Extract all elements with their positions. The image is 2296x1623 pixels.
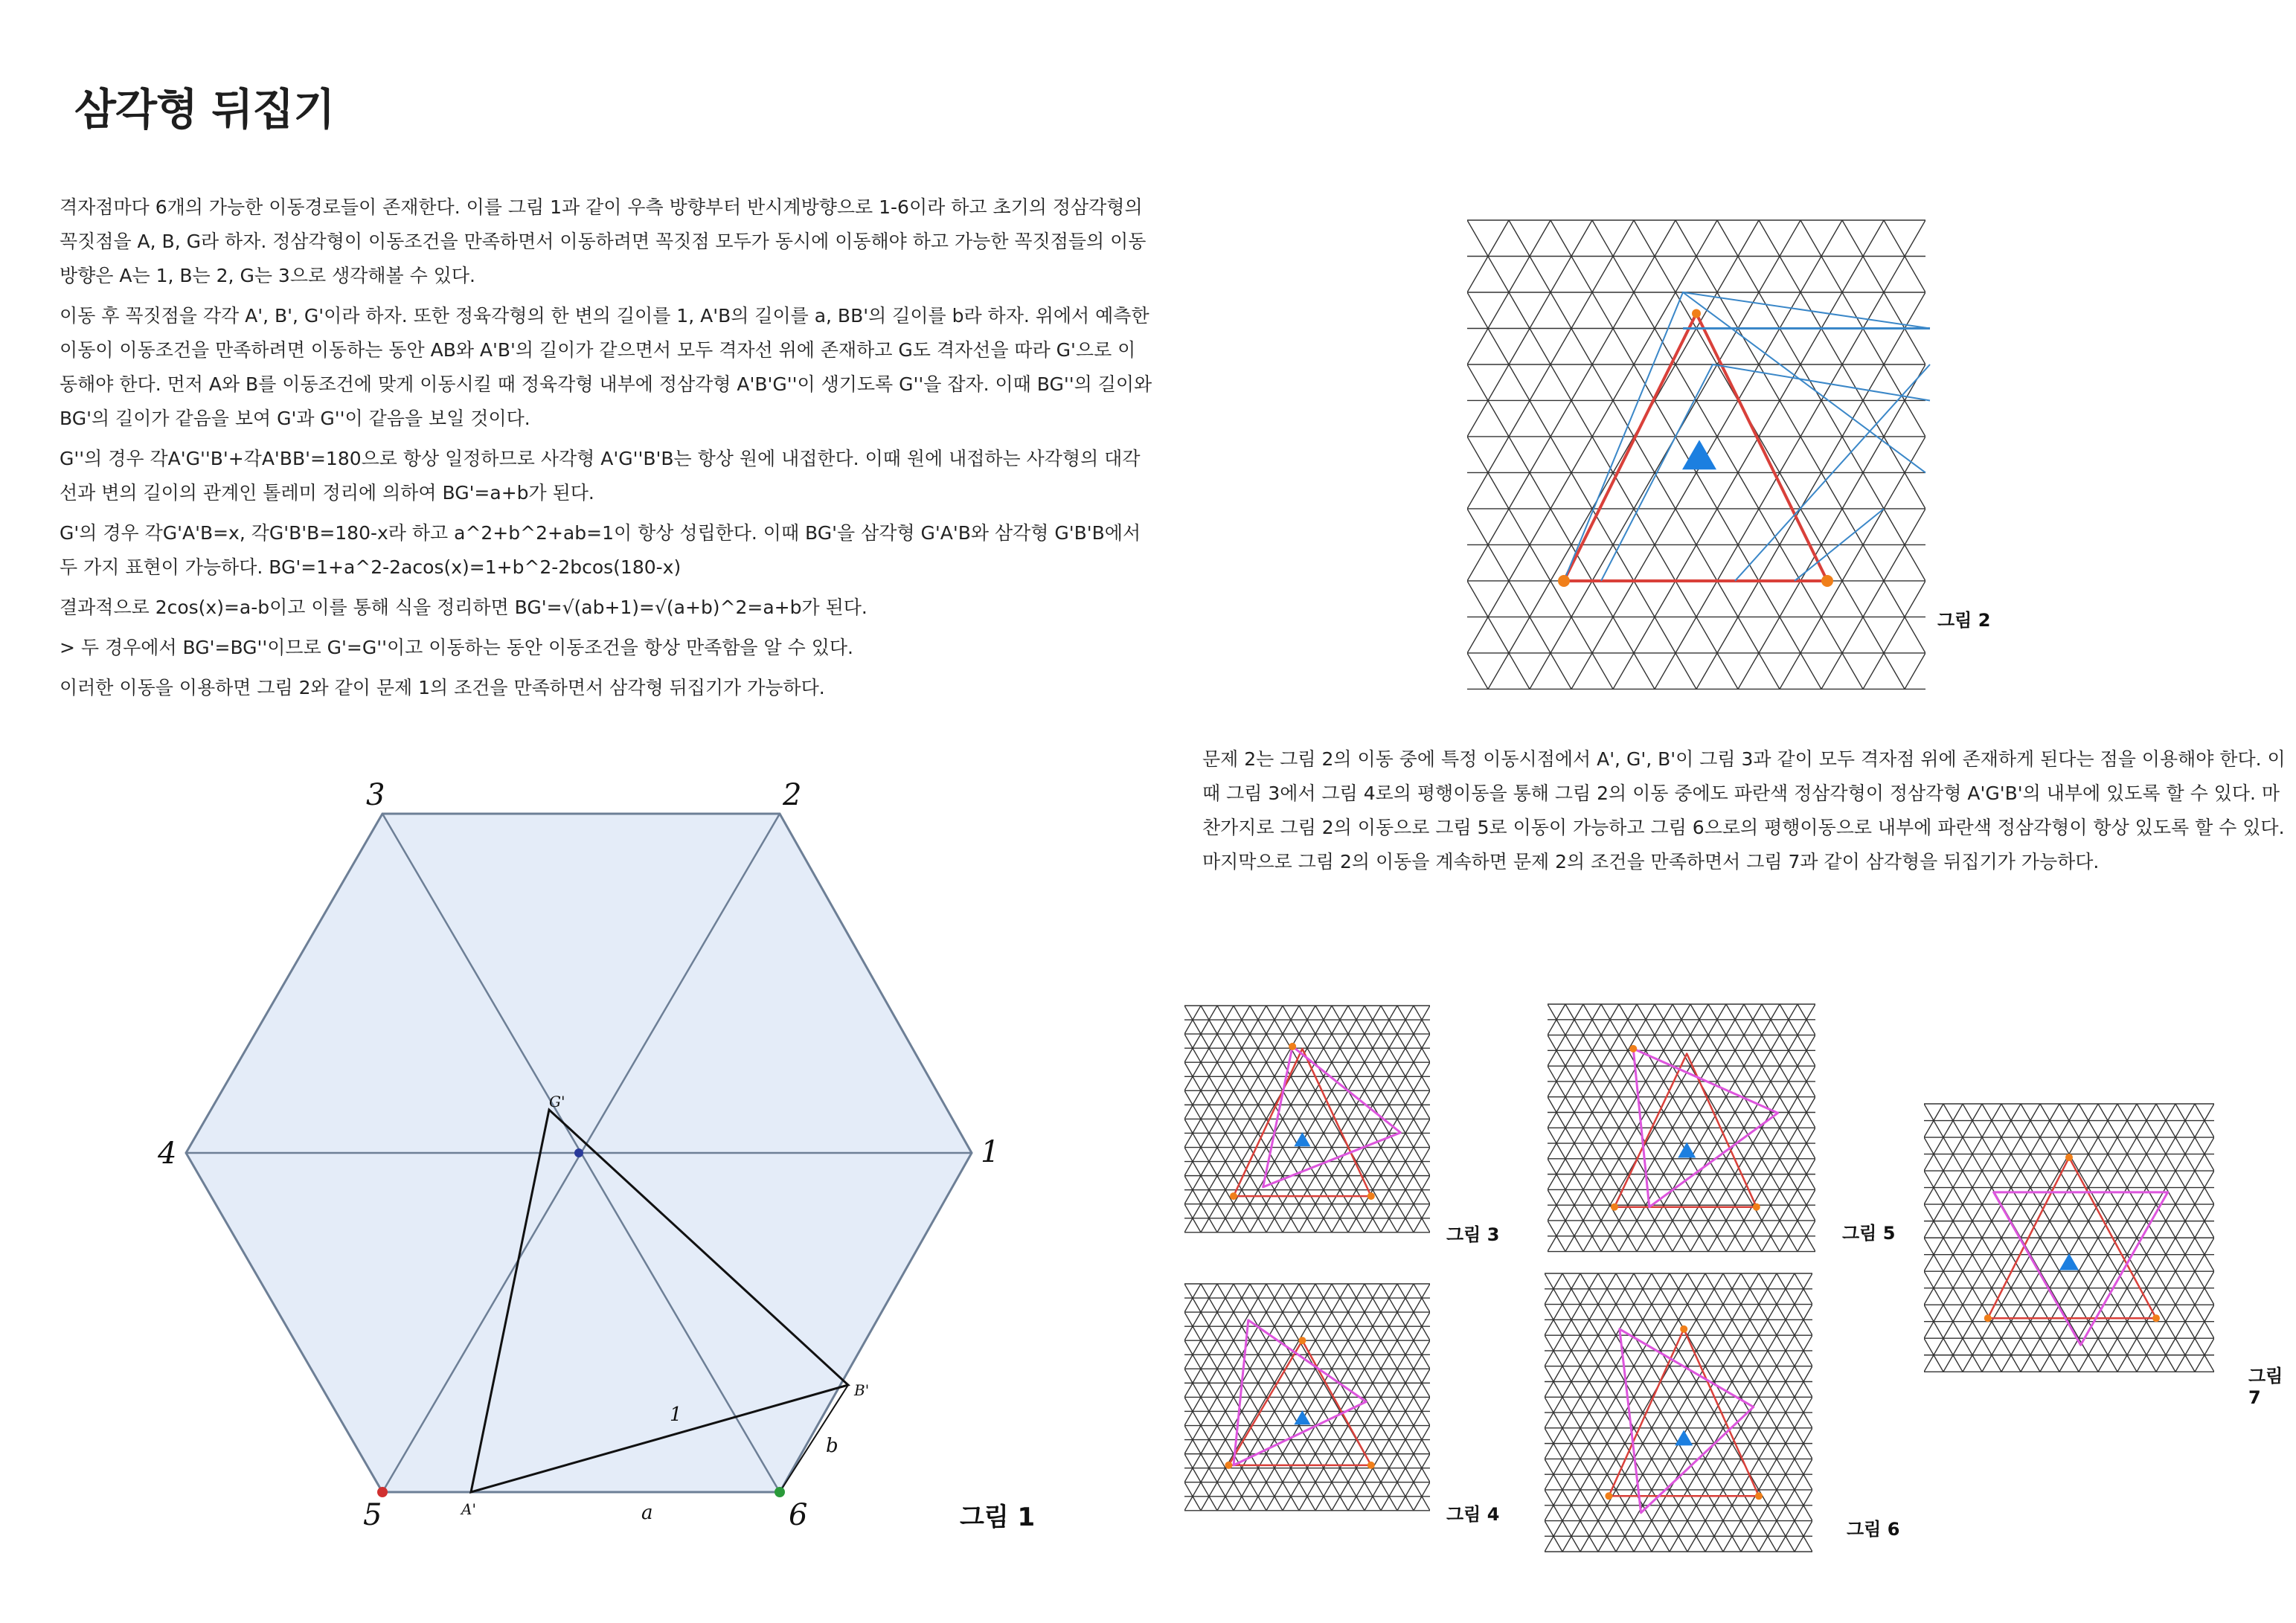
figure-4-label: 그림 4 xyxy=(1446,1504,1500,1525)
g-prime-label: G' xyxy=(549,1093,565,1111)
vertex-dot xyxy=(1605,1492,1612,1500)
vertex-point-6 xyxy=(775,1487,785,1497)
page-title: 삼각형 뒤집기 xyxy=(74,84,335,135)
vertex-dot xyxy=(1692,309,1701,318)
length-label-a: a xyxy=(641,1502,653,1524)
vertex-point-5 xyxy=(377,1487,388,1497)
paragraph: 이러한 이동을 이용하면 그림 2와 같이 문제 1의 조건을 만족하면서 삼각형 뒤집기가 가능하다. xyxy=(60,677,825,698)
vertex-dot xyxy=(2065,1154,2073,1161)
figure-1-hexagon xyxy=(141,774,1034,1532)
figure-5-label: 그림 5 xyxy=(1842,1223,1896,1244)
vertex-dot xyxy=(1629,1045,1637,1052)
figure-7-label: 그림 7 xyxy=(2248,1366,2283,1408)
vertex-label-6: 6 xyxy=(789,1498,808,1532)
vertex-dot xyxy=(1298,1337,1306,1344)
figure-3-grid xyxy=(1184,1006,1440,1242)
vertex-dot xyxy=(1611,1203,1618,1211)
figure-2-label: 그림 2 xyxy=(1937,610,1991,631)
paragraph: G''의 경우 각A'G''B'+각A'BB'=180으로 항상 일정하므로 사각형 A'G''B'B는 항상 원에 내접한다. 이때 원에 내접하는 사각형의 대각선과 변의 길이의 관계인 톨레미 정리에 의하여 BG'=a+b가 된다. xyxy=(60,448,1141,504)
figure-5-grid xyxy=(1548,1004,1832,1241)
paragraph: G'의 경우 각G'A'B=x, 각G'B'B=180-x라 하고 a^2+b^2+ab=1이 항상 성립한다. 이때 BG'을 삼각형 G'A'B와 삼각형 G'B'B에서 두 가지 표현이 가능하다. BG'=1+a^2-2acos(x)=1+b^2-2bcos(180-x) xyxy=(60,522,1141,578)
red-triangle xyxy=(1228,1340,1370,1465)
vertex-dot xyxy=(1753,1203,1760,1211)
figure-7-grid xyxy=(1924,1104,2239,1383)
vertex-dot xyxy=(1367,1462,1375,1469)
problem2-text xyxy=(1202,742,2289,879)
center-point xyxy=(574,1148,583,1157)
length-label-1: 1 xyxy=(670,1404,682,1426)
length-label-b: b xyxy=(826,1435,838,1457)
lattice xyxy=(1160,1006,1463,1232)
vertex-dot xyxy=(1558,575,1570,587)
paragraph: 격자점마다 6개의 가능한 이동경로들이 존재한다. 이를 그림 1과 같이 우측 방향부터 반시계방향으로 1-6이라 하고 초기의 정삼각형의 꼭짓점을 A, B, G라 하자. 정삼각형이 이동조건을 만족하면서 이동하려면 꼭짓점 모두가 동시에 이동해야 하고 가능한 꼭짓점들의 이동방향은 A는 1, B는 2, G는 3으로 생각해볼 수 있다. xyxy=(60,196,1147,286)
lattice xyxy=(1160,1284,1463,1511)
figure-4-grid xyxy=(1184,1284,1440,1520)
paragraph: 문제 2는 그림 2의 이동 중에 특정 이동시점에서 A', G', B'이 그림 3과 같이 모두 격자점 위에 존재하게 된다는 점을 이용해야 한다. 이때 그림 3에서 그림 4로의 평행이동을 통해 그림 2의 이동 중에도 파란색 정삼각형이 정삼각형 A'G'B'의 내부에 있도록 할 수 있다. 마찬가지로 그림 2의 이동으로 그림 5로 이동이 가능하고 그림 6으로의 평행이동으로 내부에 파란색 정삼각형이 항상 있도록 할 수 있다. 마지막으로 그림 2의 이동을 계속하면 문제 2의 조건을 만족하면서 그림 7과 같이 삼각형을 뒤집기가 가능하다. xyxy=(1202,748,2286,872)
vertex-dot xyxy=(1230,1192,1237,1200)
lattice xyxy=(1518,1273,1848,1552)
paragraph: > 두 경우에서 BG'=BG''이므로 G'=G''이고 이동하는 동안 이동조건을 항상 만족함을 알 수 있다. xyxy=(60,637,853,658)
lattice xyxy=(1521,1004,1851,1252)
vertex-label-2: 2 xyxy=(783,778,802,812)
vertex-dot xyxy=(1821,575,1833,587)
explanation-text xyxy=(60,190,1153,711)
figure-2-grid xyxy=(1467,220,1930,631)
figure-1-label: 그림 1 xyxy=(960,1503,1036,1532)
a-prime-label: A' xyxy=(461,1500,476,1518)
figure-6-grid xyxy=(1545,1273,1835,1534)
vertex-dot xyxy=(1680,1325,1687,1333)
vertex-label-1: 1 xyxy=(981,1135,1000,1169)
vertex-dot xyxy=(1984,1314,1992,1322)
vertex-dot xyxy=(1755,1492,1763,1500)
vertex-dot xyxy=(1367,1192,1375,1200)
movement-path xyxy=(1683,292,1925,472)
figure-3-label: 그림 3 xyxy=(1446,1224,1500,1245)
vertex-dot xyxy=(1289,1043,1296,1050)
paragraph: 이동 후 꼭짓점을 각각 A', B', G'이라 하자. 또한 정육각형의 한 변의 길이를 1, A'B의 길이를 a, BB'의 길이를 b라 하자. 위에서 예측한 이동이 이동조건을 만족하려면 이동하는 동안 AB와 A'B'의 길이가 같으면서 모두 격자선 위에 존재하고 G도 격자선을 따라 G'으로 이동해야 한다. 먼저 A와 B를 이동조건에 맞게 이동시킬 때 정육각형 내부에 정삼각형 A'B'G''이 생기도록 G''을 잡자. 이때 BG''의 길이와 BG'의 길이가 같음을 보여 G'과 G''이 같음을 보일 것이다. xyxy=(60,305,1152,429)
blue-triangle xyxy=(2059,1253,2079,1270)
vertex-dot xyxy=(1225,1462,1232,1469)
vertex-label-5: 5 xyxy=(363,1498,382,1532)
b-prime-label: B' xyxy=(854,1381,870,1399)
vertex-dot xyxy=(2152,1314,2160,1322)
blue-triangle xyxy=(1682,440,1716,469)
figure-6-label: 그림 6 xyxy=(1847,1519,1900,1540)
vertex-label-3: 3 xyxy=(366,778,385,812)
paragraph: 결과적으로 2cos(x)=a-b이고 이를 통해 식을 정리하면 BG'=√(ab+1)=√(a+b)^2=a+b가 된다. xyxy=(60,597,868,618)
vertex-label-4: 4 xyxy=(158,1137,177,1171)
